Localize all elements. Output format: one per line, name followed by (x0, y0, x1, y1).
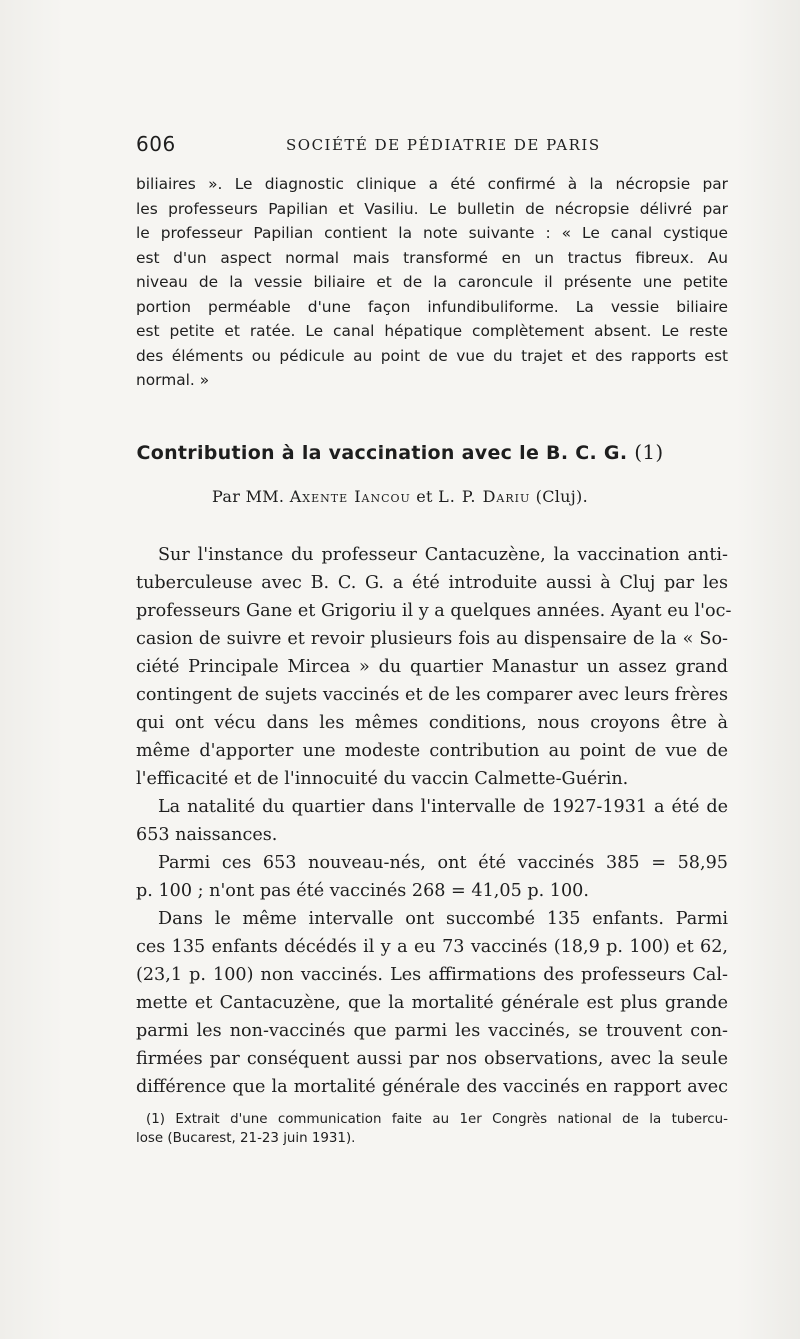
article-title-text: Contribution à la vaccination avec le B. C. G. (136, 442, 628, 464)
authors-prefix: Par MM. (212, 487, 285, 506)
text-line: ciété Principale Mircea » du quartier Manastur un assez grand (136, 657, 728, 677)
text-line: niveau de la vessie biliaire et de la caroncule il présente une petite (136, 273, 728, 291)
text-line: qui ont vécu dans les mêmes conditions, nous croyons être à (136, 713, 728, 733)
footnote-line: lose (Bucarest, 21-23 juin 1931). (136, 1131, 356, 1146)
text-line: La natalité du quartier dans l'intervalle de 1927-1931 a été de (158, 797, 728, 817)
text-line: Parmi ces 653 nouveau-nés, ont été vaccinés 385 = 58,95 (158, 853, 728, 873)
article-title (0, 440, 800, 464)
text-line: même d'apporter une modeste contribution au point de vue de (136, 741, 728, 761)
page-number: 606 (136, 132, 176, 156)
text-line: Sur l'instance du professeur Cantacuzène, la vaccination anti- (158, 545, 728, 565)
text-line: Dans le même intervalle ont succombé 135 enfants. Parmi (158, 909, 728, 929)
text-line: contingent de sujets vaccinés et de les comparer avec leurs frères (136, 685, 728, 705)
text-line: le professeur Papilian contient la note suivante : « Le canal cystique (136, 224, 728, 242)
text-line: est petite et ratée. Le canal hépatique complètement absent. Le reste (136, 322, 728, 340)
text-line: (23,1 p. 100) non vaccinés. Les affirmations des professeurs Cal- (136, 965, 728, 985)
text-line: mette et Cantacuzène, que la mortalité générale est plus grande (136, 993, 728, 1013)
text-line: les professeurs Papilian et Vasiliu. Le bulletin de nécropsie délivré par (136, 199, 728, 218)
author-name: Axente Iancou (289, 487, 411, 506)
article-body (136, 541, 732, 1101)
running-head: SOCIÉTÉ DE PÉDIATRIE DE PARIS (286, 136, 601, 154)
article-authors (0, 487, 800, 506)
text-line: normal. » (136, 371, 210, 389)
text-line: casion de suivre et revoir plusieurs fois au dispensaire de la « So- (136, 629, 728, 649)
authors-location: (Cluj). (535, 487, 588, 506)
author-name: L. P. Dariu (438, 487, 531, 506)
text-line: parmi les non-vaccinés que parmi les vaccinés, se trouvent con- (136, 1021, 728, 1041)
continued-paragraph (136, 172, 728, 393)
text-line: 653 naissances. (136, 825, 278, 845)
text-line: portion perméable d'une façon infundibuliforme. La vessie biliaire (136, 297, 728, 316)
text-line: ces 135 enfants décédés il y a eu 73 vaccinés (18,9 p. 100) et 62, (136, 937, 728, 957)
text-line: est d'un aspect normal mais transformé en un tractus fibreux. Au (136, 248, 728, 267)
footnote-reference: (1) (634, 440, 664, 464)
text-line: des éléments ou pédicule au point de vue du trajet et des rapports est (136, 346, 728, 365)
text-line: tuberculeuse avec B. C. G. a été introduite aussi à Cluj par les (136, 573, 728, 593)
text-line: firmées par conséquent aussi par nos observations, avec la seule (136, 1049, 728, 1069)
text-line: professeurs Gane et Grigoriu il y a quelques années. Ayant eu l'oc- (136, 601, 732, 621)
text-line: différence que la mortalité générale des vaccinés en rapport avec (136, 1077, 728, 1097)
text-line: biliaires ». Le diagnostic clinique a été confirmé à la nécropsie par (136, 175, 728, 193)
text-line: l'efficacité et de l'innocuité du vaccin Calmette-Guérin. (136, 769, 629, 789)
text-line: p. 100 ; n'ont pas été vaccinés 268 = 41,05 p. 100. (136, 881, 589, 901)
authors-conjunction: et (416, 487, 433, 506)
footnote (136, 1110, 728, 1148)
page-header (136, 132, 728, 156)
footnote-line: (1) Extrait d'une communication faite au 1er Congrès national de la tubercu- (146, 1112, 728, 1127)
